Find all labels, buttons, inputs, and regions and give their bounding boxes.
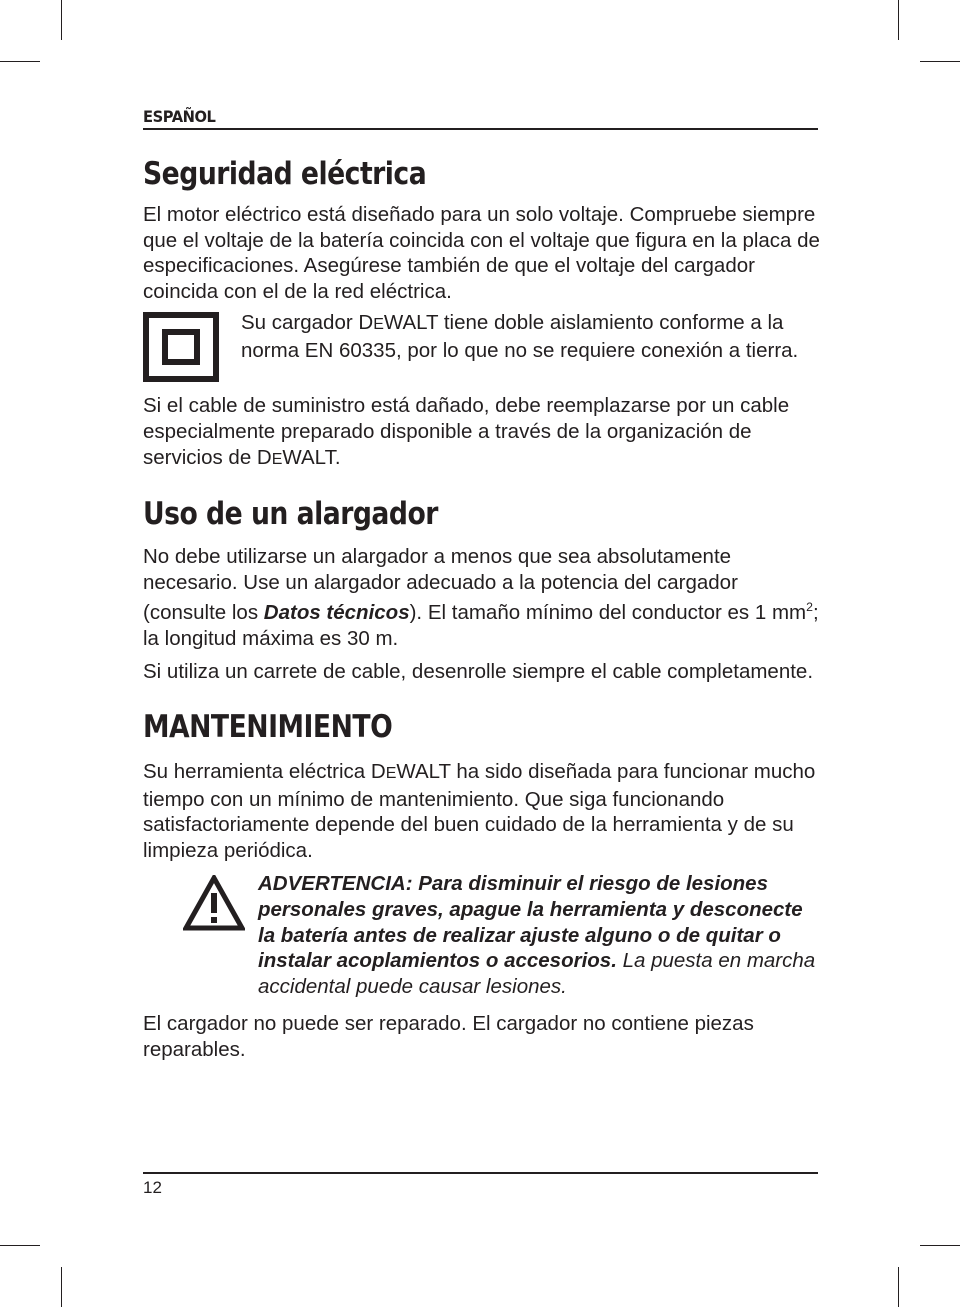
section-title-mantenimiento: MANTENIMIENTO <box>143 708 393 745</box>
crop-mark <box>61 1267 62 1307</box>
paragraph-cable: Si el cable de suministro está dañado, debe reemplazarse por un cable especialmente preparado disponible a través de la organización de servicios de DEWALT. <box>143 394 790 469</box>
double-insulation-icon <box>143 310 241 387</box>
crop-mark <box>898 1267 899 1307</box>
crop-mark <box>920 1245 960 1246</box>
page-content <box>143 152 823 1062</box>
crop-mark <box>61 0 62 40</box>
footer-rule <box>143 1172 818 1174</box>
warning-block <box>143 871 823 999</box>
warning-text: ADVERTENCIA: Para disminuir el riesgo de lesiones personales graves, apague la herramienta y desconecte la batería antes de realizar ajuste alguno o de quitar o instalar acoplamientos o accesorios. La puesta en marcha accidental puede causar lesiones. <box>258 872 816 998</box>
page-number: 12 <box>143 1178 162 1197</box>
double-insulation-note <box>143 310 823 387</box>
crop-mark <box>920 61 960 62</box>
language-label: ESPAÑOL <box>143 107 216 126</box>
crop-mark <box>0 1245 40 1246</box>
crop-mark <box>898 0 899 40</box>
crop-mark <box>0 61 40 62</box>
section-title-seguridad: Seguridad eléctrica <box>143 156 427 192</box>
section-title-alargador: Uso de un alargador <box>143 496 438 533</box>
paragraph-mantenimiento: Su herramienta eléctrica DEWALT ha sido diseñada para funcionar mucho tiempo con un mínimo de mantenimiento. Que siga funcionando satisfactoriamente depende del buen cuidado de la herramienta y de su limpieza periódica. <box>143 759 816 862</box>
paragraph-carrete: Si utiliza un carrete de cable, desenrolle siempre el cable completamente. <box>143 660 814 684</box>
paragraph-motor: El motor eléctrico está diseñado para un solo voltaje. Compruebe siempre que el voltaje de la batería coincida con el voltaje que figura en la placa de especificaciones. Asegúrese también de que el voltaje del cargador coincida con el de la red eléctrica. <box>143 203 820 303</box>
header-rule <box>143 128 818 130</box>
warning-triangle-icon <box>143 871 258 999</box>
double-insulation-text: Su cargador DEWALT tiene doble aislamiento conforme a la norma EN 60335, por lo que no se requiere conexión a tierra. <box>241 311 799 362</box>
paragraph-cargador: El cargador no puede ser reparado. El cargador no contiene piezas reparables. <box>143 1012 754 1061</box>
paragraph-alargador: No debe utilizarse un alargador a menos que sea absolutamente necesario. Use un alargador adecuado a la potencia del cargador (consulte los Datos técnicos). El tamaño mínimo del conductor es 1 $mm^2$; la longitud máxima es 30 m. <box>143 545 819 650</box>
